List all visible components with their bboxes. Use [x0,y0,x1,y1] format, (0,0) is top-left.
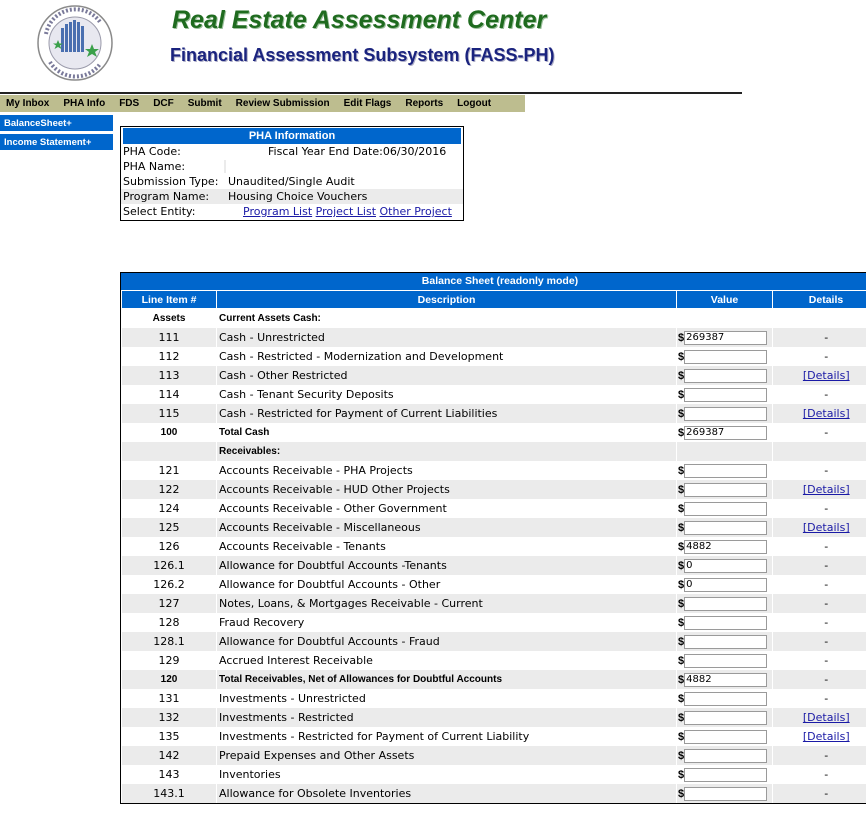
value-cell [677,651,773,670]
details-cell [773,556,866,575]
project-list-link[interactable]: Project List [315,205,377,218]
line-item-number: 115 [122,404,217,423]
table-row [122,347,866,366]
details-dash: - [824,388,829,401]
program-list-link[interactable]: Program List [243,205,313,218]
details-cell [773,708,866,727]
submission-type-value: Unaudited/Single Audit [228,175,355,188]
details-cell [773,385,866,404]
menu-logout[interactable]: Logout [457,98,492,109]
table-row [122,575,866,594]
value-input[interactable] [684,578,767,592]
line-item-description: Allowance for Obsolete Inventories [217,784,677,803]
program-name-label: Program Name: [123,190,210,203]
line-item-number: 131 [122,689,217,708]
line-item-description: Investments - Restricted [217,708,677,727]
line-item-description: Prepaid Expenses and Other Assets [217,746,677,765]
details-dash: - [824,540,829,553]
line-item-description: Notes, Loans, & Mortgages Receivable - Current [217,594,677,613]
line-item-description: Current Assets Cash: [217,309,677,329]
main-menu-bar [0,95,525,112]
details-cell [773,594,866,613]
value-input[interactable] [684,749,767,763]
value-input[interactable] [684,635,767,649]
dollar-sign: $ [678,407,685,420]
value-input[interactable] [684,540,767,554]
line-item-number: 121 [122,461,217,480]
details-cell [773,309,866,329]
line-item-description: Accounts Receivable - PHA Projects [217,461,677,480]
table-row [122,499,866,518]
details-cell [773,499,866,518]
value-cell [677,309,773,329]
details-cell [773,727,866,746]
details-dash: - [824,768,829,781]
details-link[interactable]: [Details] [802,483,850,496]
line-item-number: 112 [122,347,217,366]
line-item-description: Cash - Restricted - Modernization and Development [217,347,677,366]
details-dash: - [824,654,829,667]
menu-dcf[interactable]: DCF [153,98,174,109]
details-cell [773,575,866,594]
value-cell [677,632,773,651]
line-item-number: 120 [122,670,217,689]
line-item-description: Total Cash [217,423,677,442]
details-dash: - [824,616,829,629]
value-cell [677,442,773,461]
line-item-number: 135 [122,727,217,746]
select-entity-row [121,204,463,219]
line-item-number: 126 [122,537,217,556]
details-cell [773,404,866,423]
line-item-description: Investments - Unrestricted [217,689,677,708]
value-input[interactable] [684,464,767,478]
dollar-sign: $ [678,331,685,344]
dollar-sign: $ [678,768,685,781]
dollar-sign: $ [678,559,685,572]
value-cell [677,689,773,708]
value-cell [677,594,773,613]
line-item-number: 126.2 [122,575,217,594]
line-item-description: Total Receivables, Net of Allowances for Doubtful Accounts [217,670,677,689]
line-item-number: 111 [122,328,217,347]
menu-reports[interactable]: Reports [405,98,444,109]
value-input[interactable] [684,502,767,516]
details-link[interactable]: [Details] [802,369,850,382]
dollar-sign: $ [678,597,685,610]
details-dash: - [824,464,829,477]
menu-pha-info[interactable]: PHA Info [63,98,106,109]
dollar-sign: $ [678,350,685,363]
other-project-link[interactable]: Other Project [379,205,452,218]
table-row [122,537,866,556]
app-title: Real Estate Assessment Center [172,6,547,34]
value-cell [677,518,773,537]
value-cell [677,727,773,746]
line-item-number: 128 [122,613,217,632]
line-item-description: Accounts Receivable - Tenants [217,537,677,556]
details-cell [773,480,866,499]
details-dash: - [824,331,829,344]
value-input[interactable] [684,673,767,687]
line-item-description: Allowance for Doubtful Accounts -Tenants [217,556,677,575]
value-input[interactable] [684,692,767,706]
details-link[interactable]: [Details] [802,711,850,724]
table-row [122,423,866,442]
pha-name-value [224,160,226,173]
line-item-description: Cash - Unrestricted [217,328,677,347]
sidebar-balance-sheet[interactable]: BalanceSheet+ [0,115,113,132]
dollar-sign: $ [678,578,685,591]
line-item-description: Investments - Restricted for Payment of Current Liability [217,727,677,746]
line-item-number: 113 [122,366,217,385]
line-item-description: Accrued Interest Receivable [217,651,677,670]
line-item-description: Cash - Other Restricted [217,366,677,385]
line-item-number [122,442,217,461]
line-item-description: Receivables: [217,442,677,461]
value-cell [677,670,773,689]
value-cell [677,423,773,442]
table-row [122,727,866,746]
menu-submit[interactable]: Submit [187,98,222,109]
value-cell [677,404,773,423]
details-dash: - [824,673,829,686]
line-item-number: 143.1 [122,784,217,803]
table-row [122,404,866,423]
line-item-number: 114 [122,385,217,404]
details-cell [773,347,866,366]
value-input[interactable] [684,730,767,744]
value-cell [677,328,773,347]
value-cell [677,556,773,575]
value-cell [677,575,773,594]
dollar-sign: $ [678,635,685,648]
value-input[interactable] [684,388,767,402]
table-row [122,784,866,803]
details-dash: - [824,635,829,648]
details-cell [773,670,866,689]
details-cell [773,518,866,537]
dollar-sign: $ [678,711,685,724]
details-dash: - [824,426,829,439]
column-header-value: Value [677,291,773,309]
dollar-sign: $ [678,749,685,762]
value-cell [677,708,773,727]
value-input[interactable] [684,426,767,440]
menu-review-submission[interactable]: Review Submission [235,98,330,109]
line-item-description: Accounts Receivable - Other Government [217,499,677,518]
program-name-row [121,189,463,204]
details-link[interactable]: [Details] [802,407,850,420]
value-cell [677,499,773,518]
details-cell [773,328,866,347]
table-row [122,385,866,404]
pha-name-label: PHA Name: [123,160,186,173]
details-dash: - [824,787,829,800]
table-row [122,746,866,765]
details-cell [773,366,866,385]
table-row [122,518,866,537]
details-cell [773,537,866,556]
program-name-value: Housing Choice Vouchers [228,190,368,203]
details-cell [773,746,866,765]
dollar-sign: $ [678,616,685,629]
menu-my-inbox[interactable]: My Inbox [6,98,50,109]
balance-sheet-panel [120,272,866,804]
menu-edit-flags[interactable]: Edit Flags [343,98,392,109]
pha-information-panel [120,126,464,221]
dollar-sign: $ [678,464,685,477]
balance-sheet-title: Balance Sheet (readonly mode) [121,273,866,290]
line-item-description: Accounts Receivable - HUD Other Projects [217,480,677,499]
value-input[interactable] [684,407,767,421]
details-cell [773,651,866,670]
table-row [122,765,866,784]
value-input[interactable] [684,787,767,801]
dollar-sign: $ [678,673,685,686]
details-cell [773,613,866,632]
line-item-description: Cash - Restricted for Payment of Current Liabilities [217,404,677,423]
value-input[interactable] [684,616,767,630]
table-row [122,328,866,347]
value-input[interactable] [684,768,767,782]
table-row [122,594,866,613]
fiscal-year-end-label: Fiscal Year End Date:06/30/2016 [268,145,447,158]
pha-code-row [121,144,463,159]
line-item-number: 126.1 [122,556,217,575]
details-cell [773,689,866,708]
details-dash: - [824,597,829,610]
details-cell [773,461,866,480]
table-row [122,670,866,689]
line-item-number: 143 [122,765,217,784]
line-item-number: 124 [122,499,217,518]
details-link[interactable]: [Details] [802,521,850,534]
dollar-sign: $ [678,692,685,705]
line-item-description: Allowance for Doubtful Accounts - Fraud [217,632,677,651]
dollar-sign: $ [678,388,685,401]
details-link[interactable]: [Details] [802,730,850,743]
table-row [122,366,866,385]
menu-fds[interactable]: FDS [119,98,140,109]
details-cell [773,423,866,442]
value-cell [677,746,773,765]
app-subtitle: Financial Assessment Subsystem (FASS-PH) [170,45,555,65]
details-dash: - [824,350,829,363]
balance-sheet-table [121,290,866,803]
line-item-number: 128.1 [122,632,217,651]
pha-name-row [121,159,463,174]
value-cell [677,461,773,480]
table-row [122,613,866,632]
value-cell [677,347,773,366]
line-item-number: 142 [122,746,217,765]
value-input[interactable] [684,350,767,364]
line-item-description: Inventories [217,765,677,784]
table-row [122,708,866,727]
column-header-line-item: Line Item # [122,291,217,309]
details-cell [773,442,866,461]
dollar-sign: $ [678,369,685,382]
table-row [122,480,866,499]
details-dash: - [824,749,829,762]
header-divider [0,92,742,94]
table-row [122,632,866,651]
column-header-details: Details [773,291,866,309]
value-input[interactable] [684,559,767,573]
table-section-row [122,309,866,329]
value-cell [677,366,773,385]
line-item-description: Accounts Receivable - Miscellaneous [217,518,677,537]
line-item-number: 122 [122,480,217,499]
dollar-sign: $ [678,654,685,667]
details-cell [773,765,866,784]
details-dash: - [824,502,829,515]
value-cell [677,613,773,632]
column-header-description: Description [217,291,677,309]
value-input[interactable] [684,369,767,383]
table-row [122,556,866,575]
hud-seal-logo [34,4,116,82]
pha-information-heading: PHA Information [123,128,461,144]
details-dash: - [824,692,829,705]
value-input[interactable] [684,597,767,611]
line-item-number: 100 [122,423,217,442]
value-input[interactable] [684,654,767,668]
dollar-sign: $ [678,521,685,534]
line-item-description: Fraud Recovery [217,613,677,632]
table-row [122,651,866,670]
line-item-description: Cash - Tenant Security Deposits [217,385,677,404]
pha-code-label: PHA Code: [123,145,181,158]
value-input[interactable] [684,331,767,345]
dollar-sign: $ [678,540,685,553]
details-dash: - [824,559,829,572]
value-cell [677,480,773,499]
dollar-sign: $ [678,483,685,496]
table-section-row [122,442,866,461]
details-cell [773,632,866,651]
dollar-sign: $ [678,730,685,743]
value-cell [677,765,773,784]
value-cell [677,784,773,803]
line-item-number: 132 [122,708,217,727]
line-item-number: 125 [122,518,217,537]
dollar-sign: $ [678,426,685,439]
submission-type-row [121,174,463,189]
table-row [122,689,866,708]
select-entity-label: Select Entity: [123,205,196,218]
line-item-description: Allowance for Doubtful Accounts - Other [217,575,677,594]
value-input[interactable] [684,483,767,497]
details-cell [773,784,866,803]
value-input[interactable] [684,711,767,725]
dollar-sign: $ [678,787,685,800]
line-item-number: 129 [122,651,217,670]
value-input[interactable] [684,521,767,535]
value-cell [677,537,773,556]
value-cell [677,385,773,404]
sidebar-income-statement[interactable]: Income Statement+ [0,134,113,151]
details-dash: - [824,578,829,591]
table-row [122,461,866,480]
line-item-number: Assets [122,309,217,329]
submission-type-label: Submission Type: [123,175,219,188]
line-item-number: 127 [122,594,217,613]
dollar-sign: $ [678,502,685,515]
